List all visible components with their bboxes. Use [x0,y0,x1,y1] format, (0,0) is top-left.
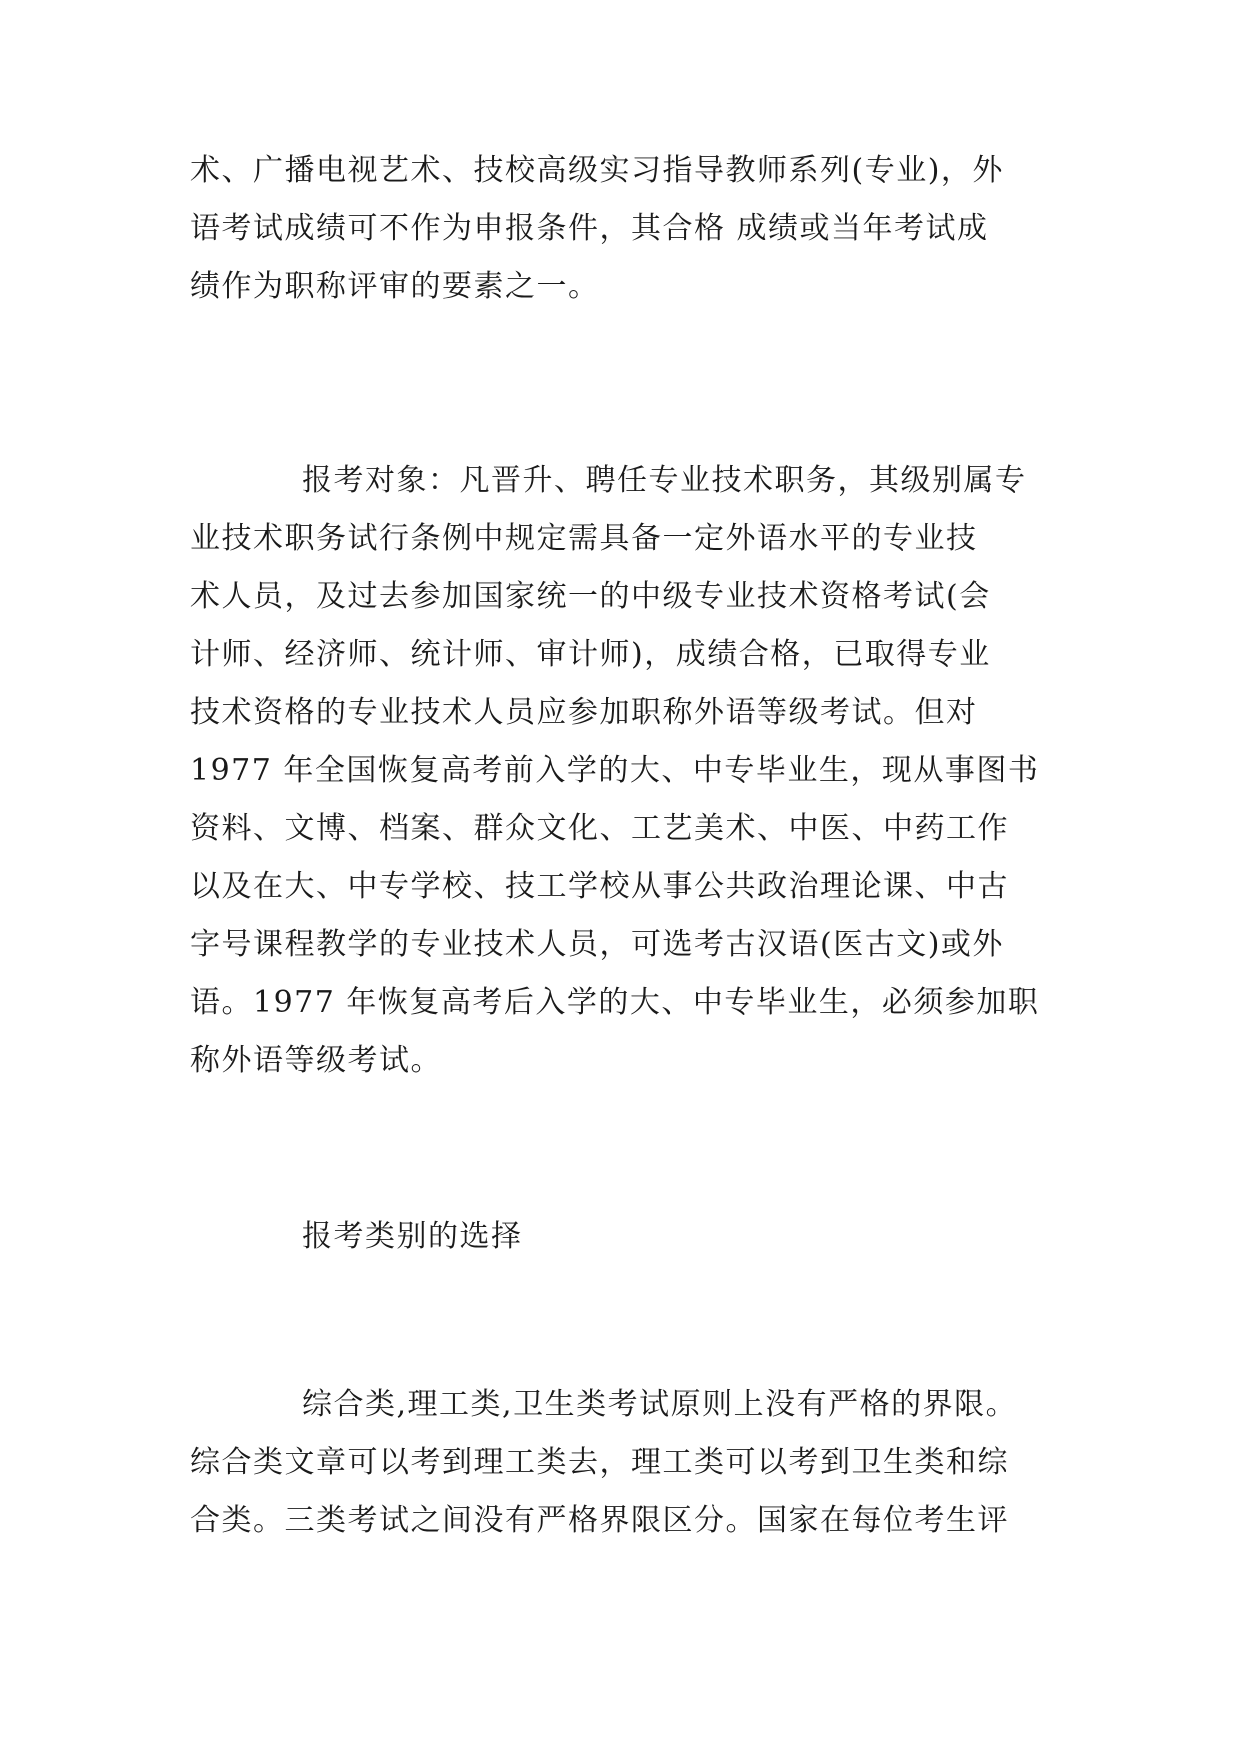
section-heading [190,1208,1050,1266]
text-line: 字号课程教学的专业技术人员，可选考古汉语(医古文)或外 [190,927,1004,962]
text-line: 1977 年全国恢复高考前入学的大、中专毕业生，现从事图书 [190,753,1040,788]
text-line: 计师、经济师、统计师、审计师)，成绩合格，已取得专业 [190,637,991,672]
text-line: 语。1977 年恢复高考后入学的大、中专毕业生，必须参加职 [190,985,1040,1020]
text-line: 综合类,理工类,卫生类考试原则上没有严格的界限。 [302,1387,1018,1422]
text-line: 绩作为职称评审的要素之一。 [190,269,600,304]
text-line: 术、广播电视艺术、技校高级实习指导教师系列(专业)，外 [190,153,1004,188]
heading-text: 报考类别的选择 [302,1219,523,1254]
text-line: 技术资格的专业技术人员应参加职称外语等级考试。但对 [190,695,978,730]
text-line: 业技术职务试行条例中规定需具备一定外语水平的专业技 [190,521,978,556]
paragraph-eligibility [190,452,1050,1090]
text-line: 报考对象：凡晋升、聘任专业技术职务，其级别属专 [302,463,1027,498]
text-line: 以及在大、中专学校、技工学校从事公共政治理论课、中古 [190,869,1009,904]
text-line: 综合类文章可以考到理工类去，理工类可以考到卫生类和综 [190,1445,1009,1480]
text-line: 合类。三类考试之间没有严格界限区分。国家在每位考生评 [190,1503,1009,1538]
text-line: 术人员，及过去参加国家统一的中级专业技术资格考试(会 [190,579,991,614]
paragraph-continuation [190,142,1050,316]
paragraph-categories [190,1376,1050,1550]
text-line: 语考试成绩可不作为申报条件，其合格 成绩或当年考试成 [190,211,989,246]
text-line: 称外语等级考试。 [190,1043,442,1078]
text-line: 资料、文博、档案、群众文化、工艺美术、中医、中药工作 [190,811,1009,846]
